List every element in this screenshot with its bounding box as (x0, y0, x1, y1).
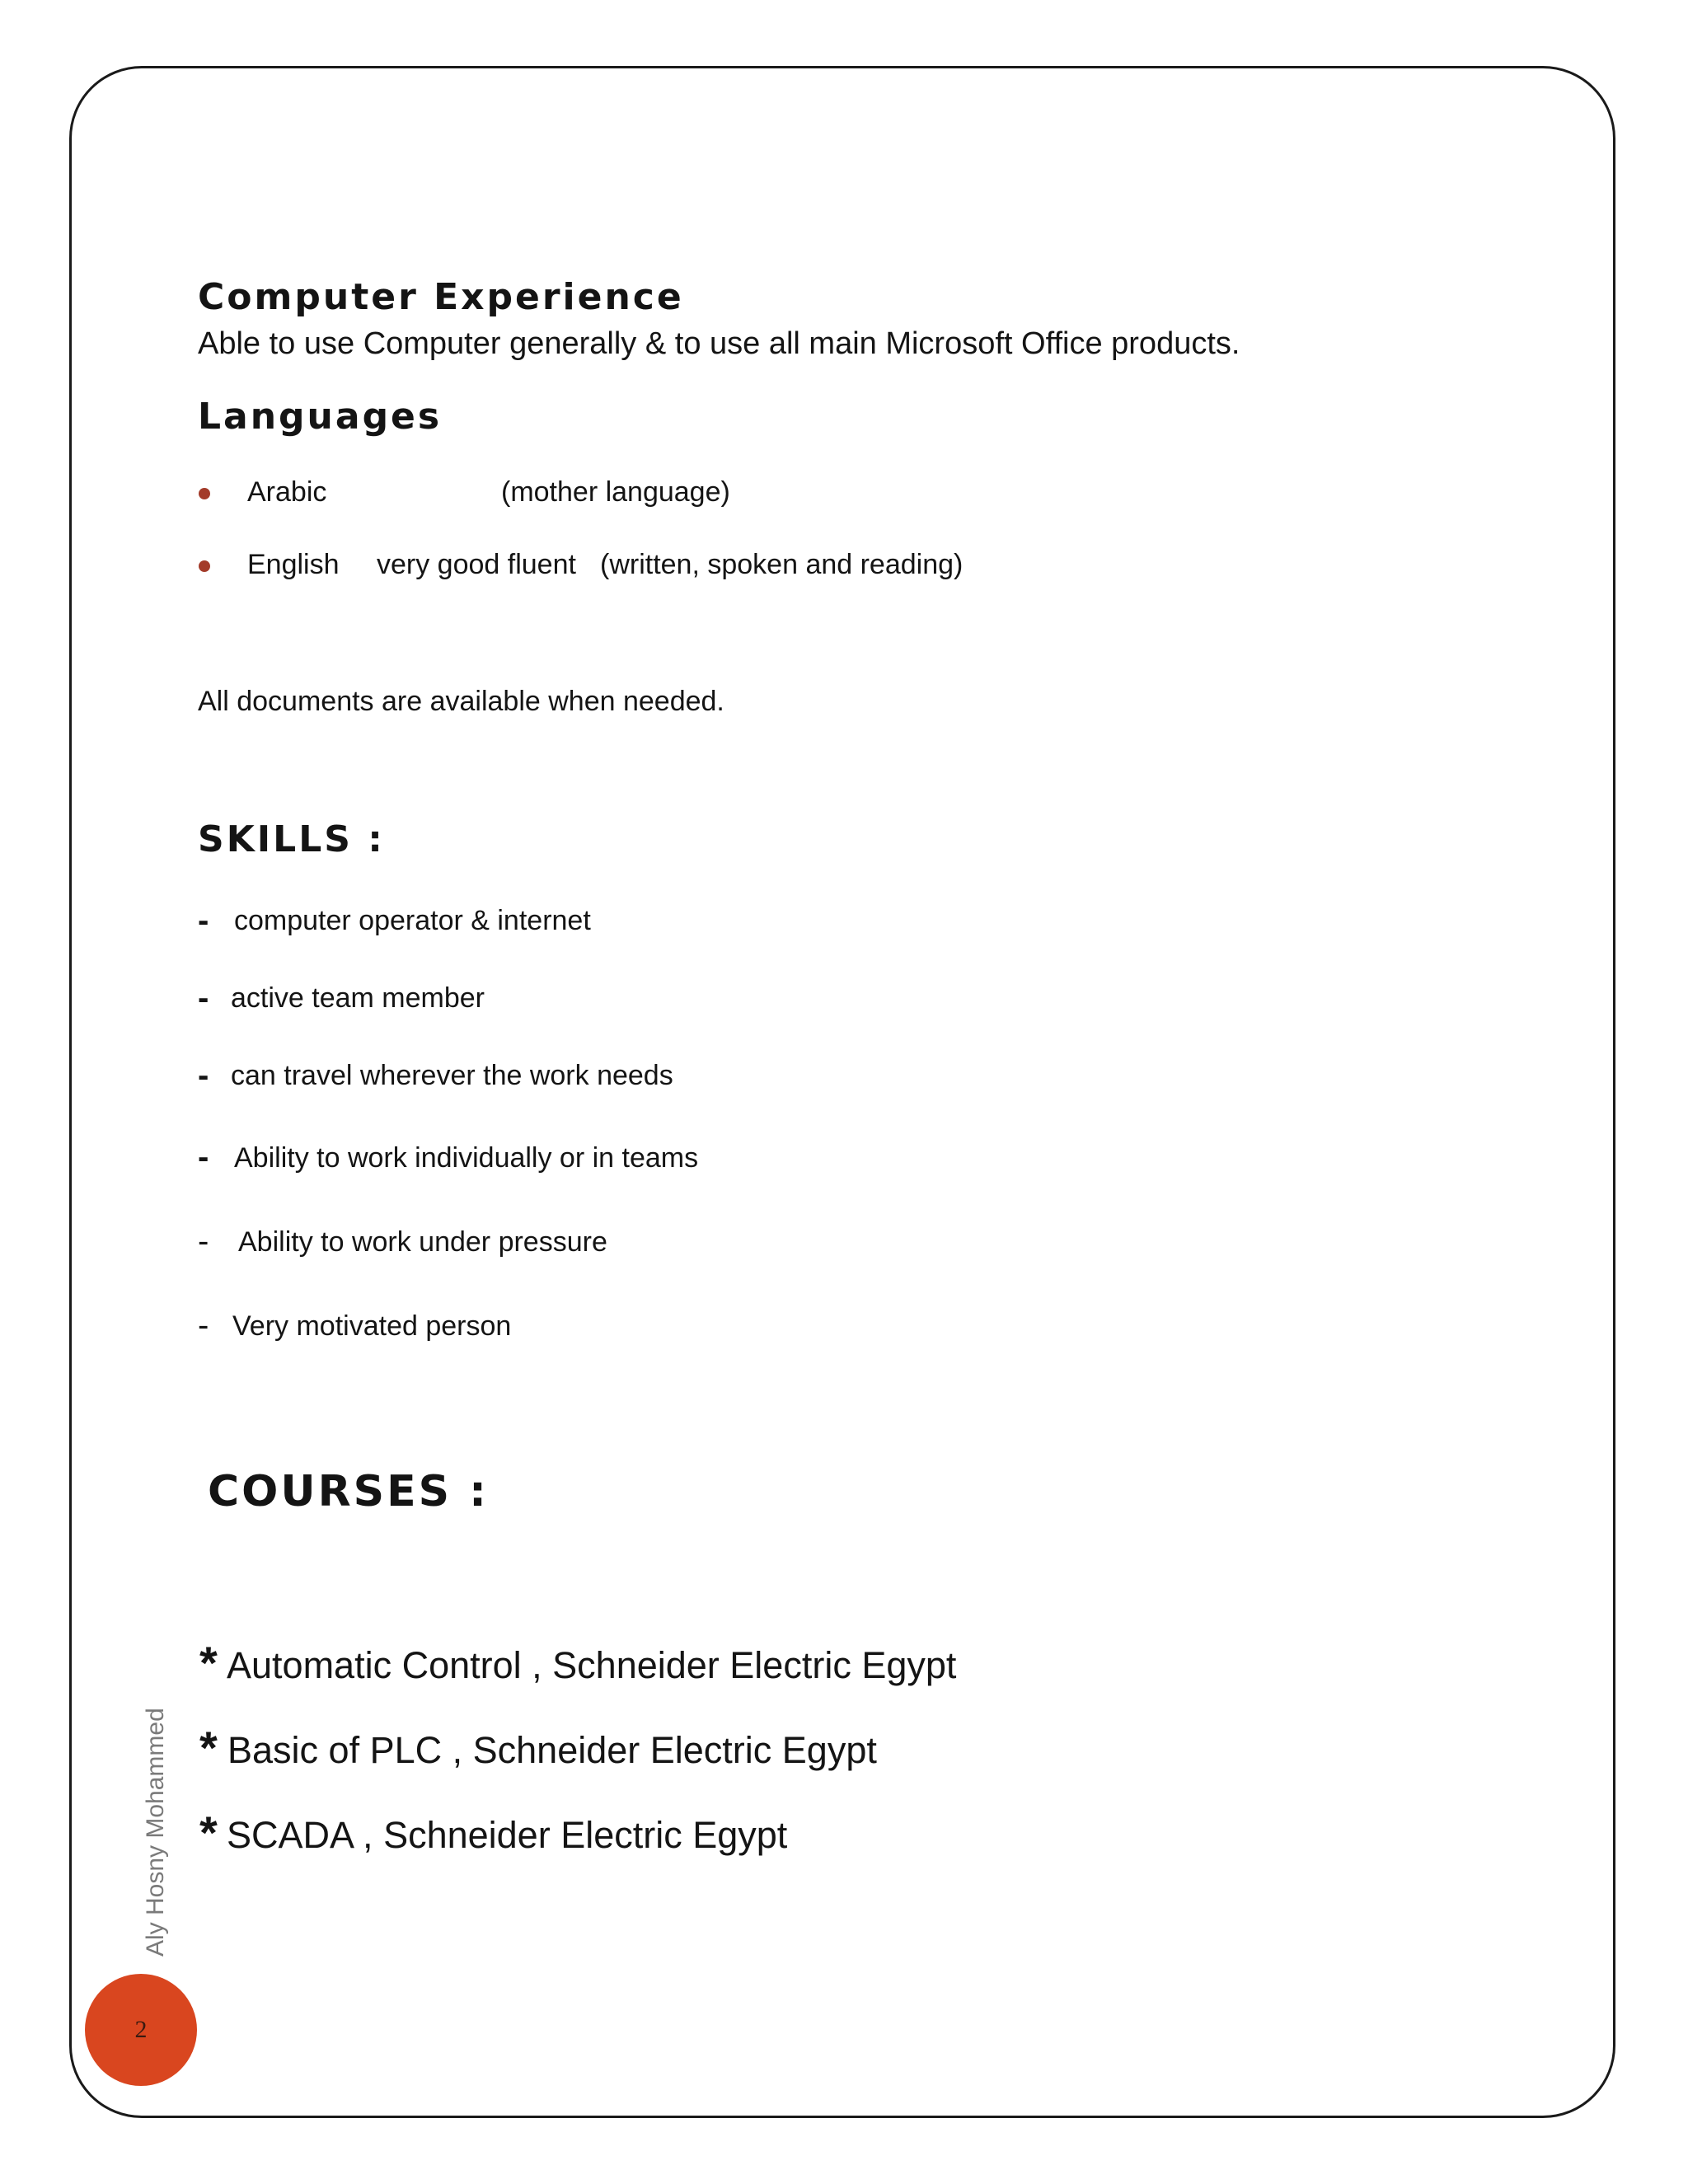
dash-bullet-icon: - (198, 902, 209, 939)
skill-text: computer operator & internet (234, 905, 591, 936)
courses-heading: COURSES : (208, 1467, 489, 1516)
dash-bullet-icon: - (198, 1139, 209, 1175)
author-name-vertical: Aly Hosny Mohammed (142, 1708, 169, 1957)
language-name: Arabic (247, 476, 327, 508)
course-text: Basic of PLC , Schneider Electric Egypt (227, 1729, 877, 1771)
documents-note: All documents are available when needed. (198, 686, 724, 717)
language-level: very good fluent (377, 549, 576, 580)
asterisk-bullet-icon: * (199, 1807, 218, 1858)
page-number: 2 (134, 2016, 148, 2043)
page-border (69, 66, 1615, 2118)
languages-heading: Languages (198, 396, 443, 438)
dash-bullet-icon: - (198, 1057, 209, 1094)
dash-bullet-icon: - (198, 1223, 209, 1259)
skill-text: can travel wherever the work needs (231, 1060, 673, 1091)
language-detail: (mother language) (501, 476, 730, 508)
computer-experience-heading: Computer Experience (198, 276, 684, 318)
skill-text: active team member (231, 982, 485, 1014)
skill-text: Ability to work under pressure (238, 1226, 607, 1258)
page-number-badge (85, 1974, 197, 2086)
dash-bullet-icon: - (198, 980, 209, 1016)
course-text: SCADA , Schneider Electric Egypt (227, 1814, 788, 1856)
asterisk-bullet-icon: * (199, 1637, 218, 1689)
skills-heading: SKILLS : (198, 818, 385, 860)
language-name: English (247, 549, 340, 580)
dash-bullet-icon: - (198, 1307, 209, 1343)
skill-text: Ability to work individually or in teams (234, 1142, 699, 1174)
course-text: Automatic Control , Schneider Electric Egypt (227, 1644, 957, 1686)
language-detail: (written, spoken and reading) (600, 549, 964, 580)
bullet-dot-icon (199, 560, 210, 572)
bullet-dot-icon (199, 488, 210, 499)
skill-text: Very motivated person (232, 1310, 512, 1342)
asterisk-bullet-icon: * (199, 1722, 218, 1774)
computer-experience-text: Able to use Computer generally & to use all main Microsoft Office products. (198, 326, 1240, 361)
